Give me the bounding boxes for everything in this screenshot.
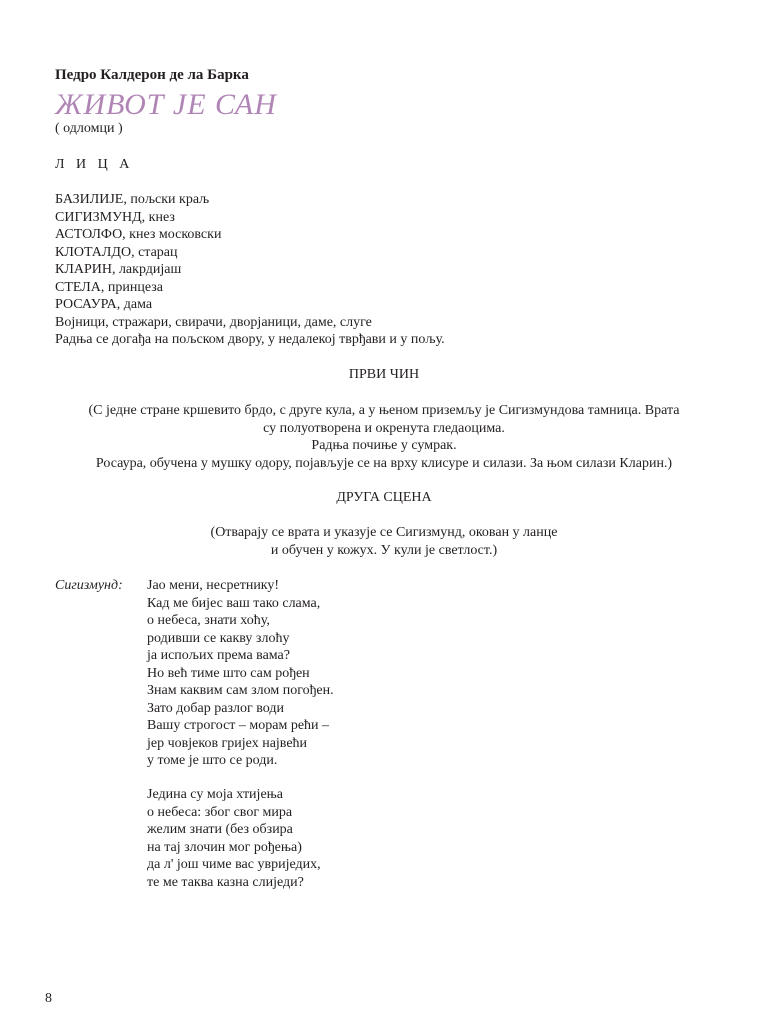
stage-direction-line: и обучен у кожух. У кули је светлост.): [270, 542, 498, 558]
play-title: ЖИВОТ ЈЕ САН: [55, 88, 277, 121]
cast-item: КЛАРИН, лакрдијаш: [55, 262, 182, 277]
play-subtitle: ( одломци ): [55, 121, 123, 136]
stage-direction-line: су полуотворена и окренута гледаоцима.: [263, 420, 505, 436]
verse-line: у томе је што се роди.: [147, 753, 278, 768]
verse-line: желим знати (без обзира: [147, 822, 293, 837]
cast-item: КЛОТАЛДО, старац: [55, 244, 178, 260]
verse-line: те ме таква казна слиједи?: [147, 874, 304, 890]
speaker-name: Сигизмунд:: [55, 578, 123, 593]
verse-line: Знам каквим сам злом погођен.: [147, 683, 334, 698]
persons-heading: Л И Ц А: [55, 157, 134, 172]
act-stage-direction: [40, 402, 728, 472]
verse-line: Зато добар разлог води: [147, 700, 284, 716]
verse-line: јер човјеков гријех највећи: [147, 735, 308, 751]
verse-line: на тај злочин мог рођења): [147, 839, 302, 855]
verse-stanza-2: [147, 786, 321, 891]
cast-item: Војници, стражари, свирачи, дворјаници, даме, слуге: [55, 314, 372, 330]
cast-item: СИГИЗМУНД, кнез: [55, 209, 175, 225]
verse-line: да л' још чиме вас увриједих,: [147, 857, 321, 872]
stage-direction-line: Росаура, обучена у мушку одору, појављује се на врху клисуре и силази. За њом силази Кларин.): [95, 455, 673, 471]
verse-line: Кад ме бијес ваш тако слама,: [147, 595, 321, 611]
stage-direction-line: (С једне стране кршевито брдо, с друге кула, а у њеном приземљу је Сигизмундова тамница. Врата: [88, 403, 680, 418]
stage-direction-line: (Отварају се врата и указује се Сигизмунд, окован у ланце: [210, 525, 558, 540]
page-number: 8: [45, 991, 52, 1006]
verse-line: о небеса: због свог мира: [147, 804, 293, 820]
author-name: Педро Калдерон де ла Барка: [55, 67, 249, 83]
verse-line: родивши се какву злоћу: [147, 630, 290, 646]
cast-item: СТЕЛА, принцеза: [55, 279, 163, 295]
stage-direction-line: Радња почиње у сумрак.: [311, 438, 457, 453]
verse-line: о небеса, знати хоћу,: [147, 613, 270, 628]
verse-line: ја испољих према вама?: [147, 648, 290, 663]
cast-item: АСТОЛФО, кнез московски: [55, 227, 222, 242]
scene-heading: ДРУГА СЦЕНА: [336, 490, 432, 505]
act-heading: ПРВИ ЧИН: [348, 367, 420, 382]
verse-stanza-1: [147, 577, 334, 770]
cast-item: БАЗИЛИЈЕ, пољски краљ: [55, 192, 210, 207]
setting-note: Радња се догађа на пољском двору, у недалекој тврђави и у пољу.: [55, 332, 445, 347]
verse-line: Јао мени, несретнику!: [147, 578, 280, 593]
verse-line: Вашу строгост – морам рећи –: [147, 718, 330, 733]
verse-line: Но већ тиме што сам рођен: [147, 665, 310, 681]
verse-line: Једина су моја хтијења: [147, 787, 283, 802]
cast-item: РОСАУРА, дама: [55, 297, 153, 312]
cast-list: [55, 191, 445, 349]
scene-stage-direction: [40, 524, 728, 559]
